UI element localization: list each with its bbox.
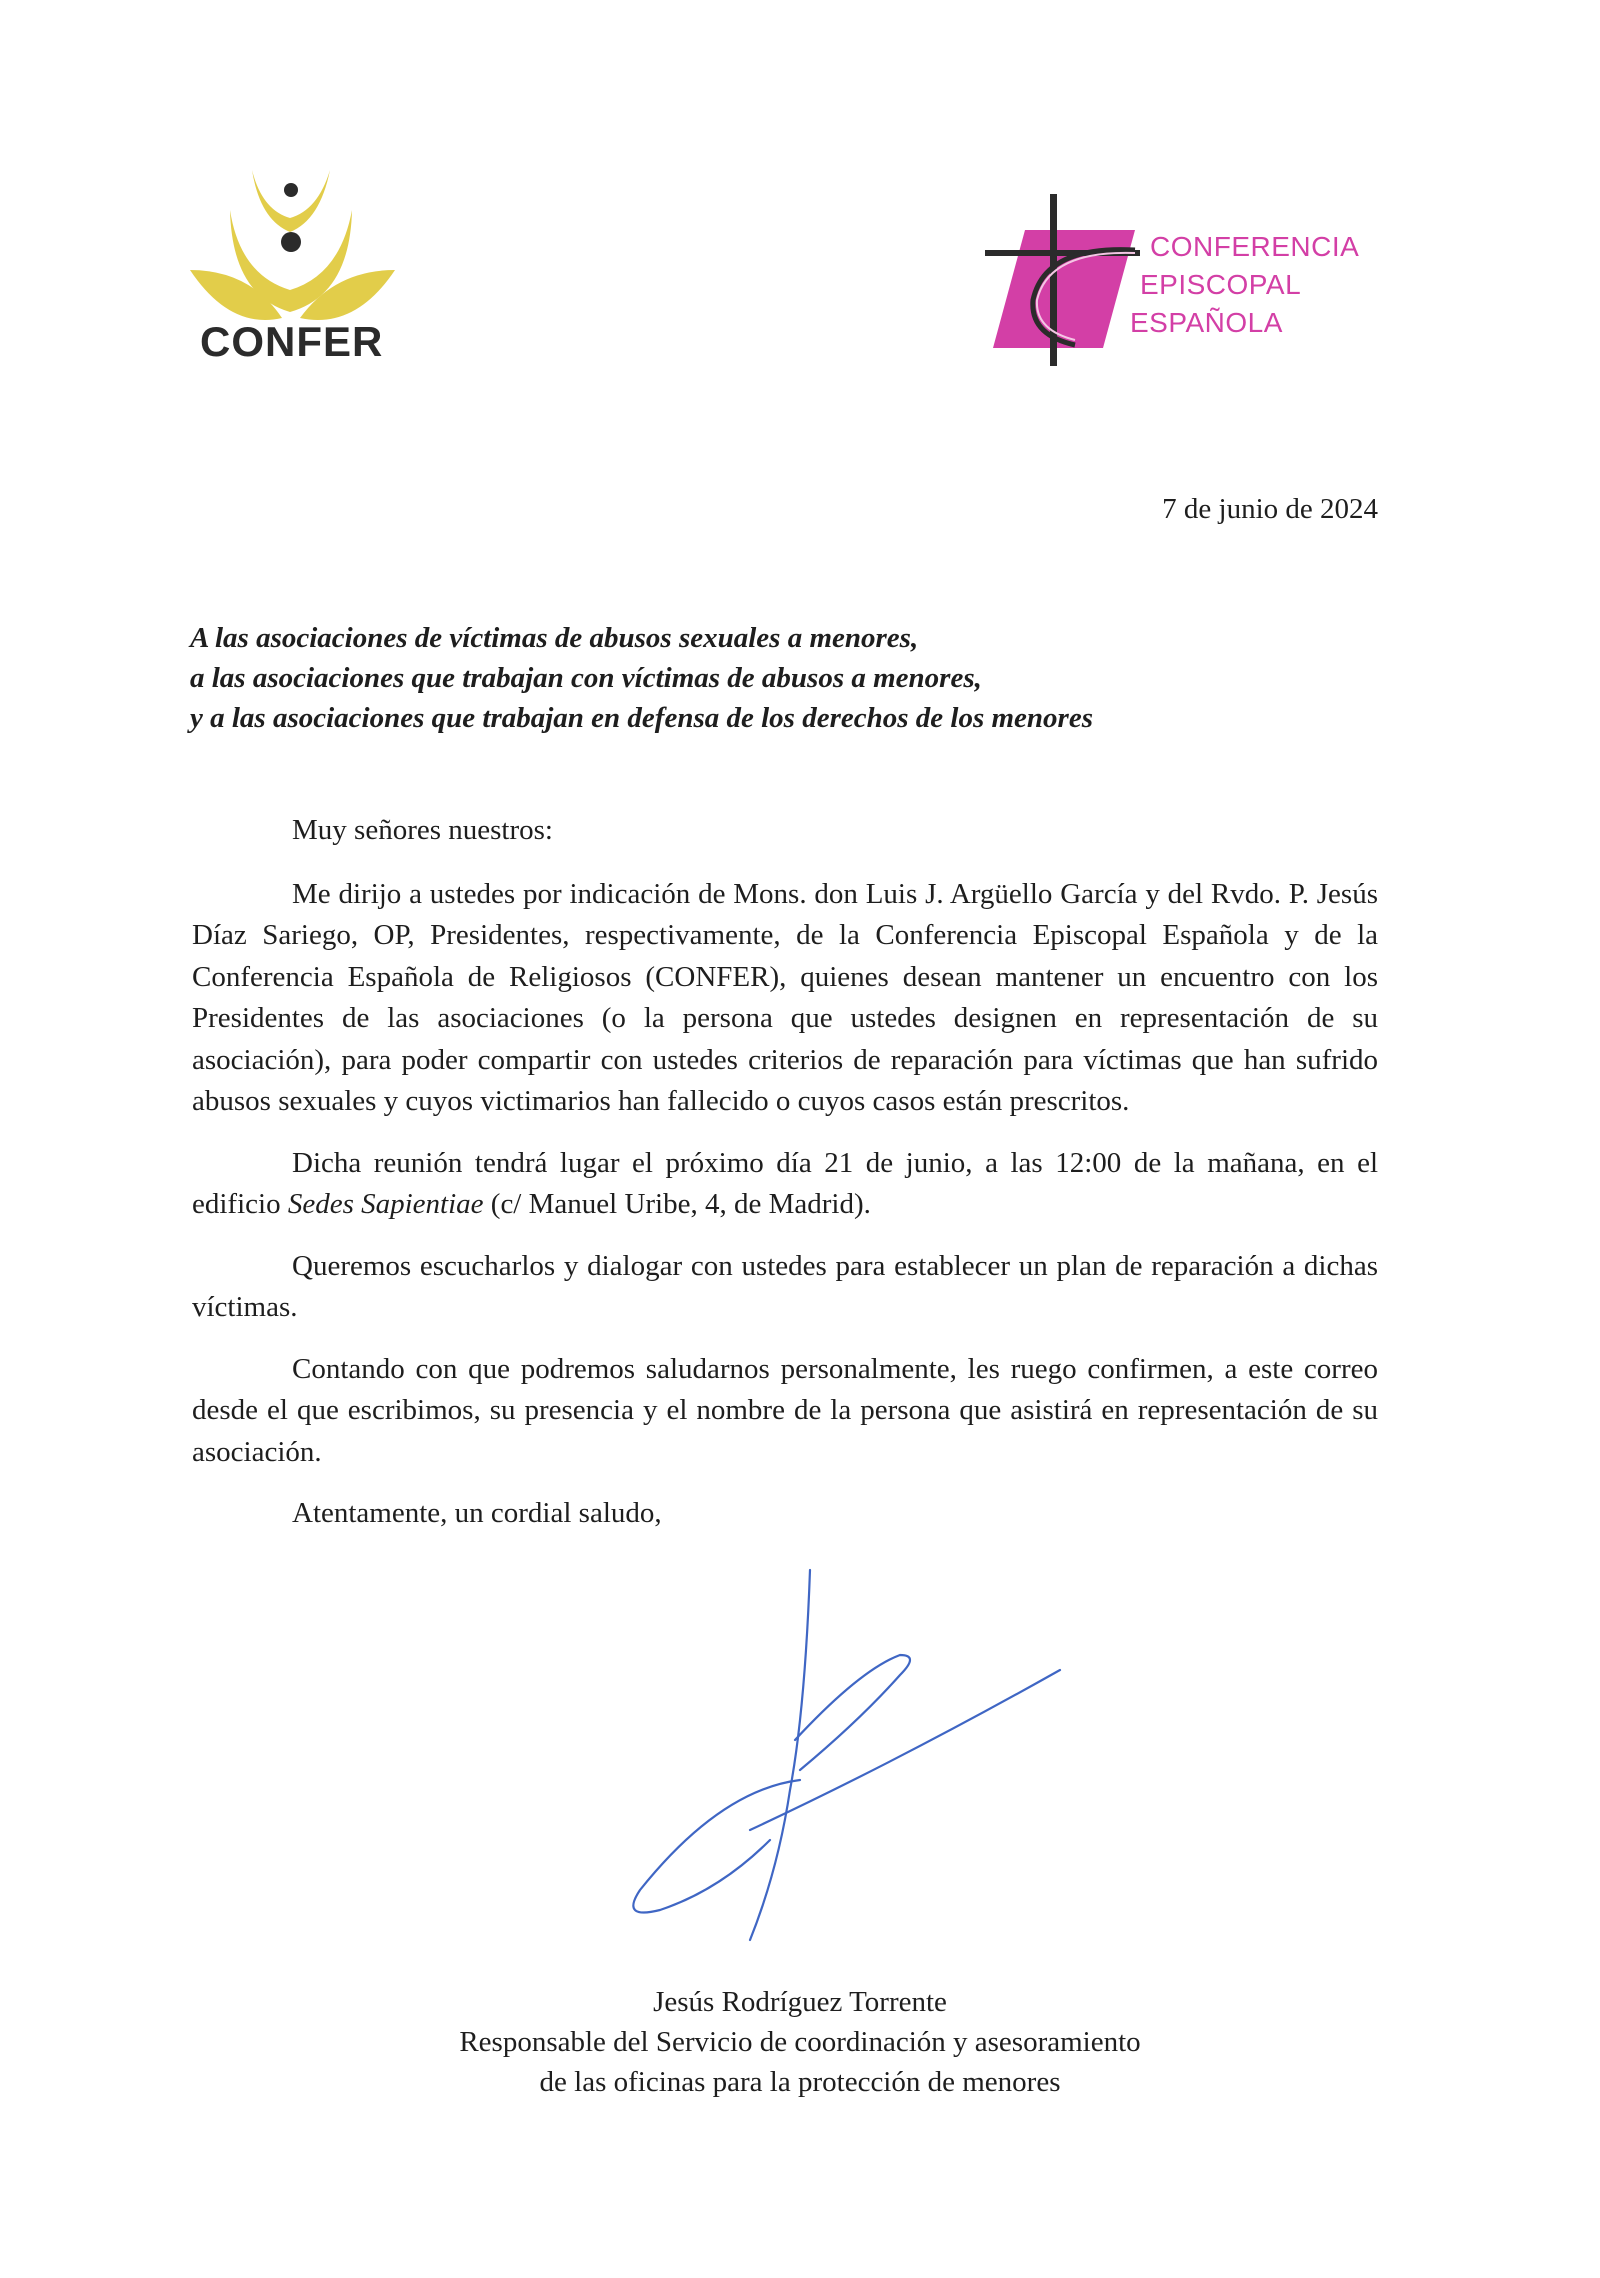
- paragraph-meeting-details: [192, 1143, 1378, 1226]
- cee-logo-text: [1130, 228, 1360, 342]
- confer-logo-text: CONFER: [200, 318, 384, 365]
- closing: Atentamente, un cordial saludo,: [292, 1497, 662, 1529]
- paragraph-rsvp: Contando con que podremos saludarnos personalmente, les ruego confirmen, a este correo desde el que escribimos, su presencia y el nombre de la persona que asistirá en representación de su asociación.: [192, 1352, 1378, 1468]
- building-name: Sedes Sapientiae: [287, 1188, 484, 1220]
- signature-block: [330, 1982, 1270, 2102]
- signer-name: Jesús Rodríguez Torrente: [653, 1986, 947, 2018]
- recipient-line: A las asociaciones de víctimas de abusos sexuales a menores,: [190, 622, 919, 654]
- paragraph-purpose: Queremos escucharlos y dialogar con ustedes para establecer un plan de reparación a dichas víctimas.: [192, 1249, 1378, 1323]
- cee-line-3: ESPAÑOLA: [1130, 307, 1283, 338]
- paragraph-invitation: Me dirijo a ustedes por indicación de Mons. don Luis J. Argüello García y del Rvdo. P. Jesús Díaz Sariego, OP, Presidentes, respectivamente, de la Conferencia Episcopal Española y de la Conferencia Española de Religiosos (CONFER), quienes desean mantener un encuentro con los Presidentes de las asociaciones (o la persona que ustedes designen en representación de su asociación), para poder compartir con ustedes criterios de reparación para víctimas que han sufrido abusos sexuales y cuyos victimarios han fallecido o cuyos casos están prescritos.: [192, 877, 1378, 1117]
- greeting: Muy señores nuestros:: [292, 814, 553, 846]
- handwritten-signature-icon: [600, 1560, 1080, 1960]
- meeting-text: Dicha reunión tendrá lugar el próximo día 21 de junio, a las 12:00 de la mañana, en el edificio: [192, 1146, 1378, 1220]
- signer-title-line-1: Responsable del Servicio de coordinación y asesoramiento: [459, 2026, 1141, 2058]
- letter-date: 7 de junio de 2024: [1162, 493, 1378, 525]
- recipient-line: y a las asociaciones que trabajan en defensa de los derechos de los menores: [190, 702, 1093, 734]
- recipient-line: a las asociaciones que trabajan con víctimas de abusos a menores,: [190, 662, 982, 694]
- letter-body: [192, 810, 1378, 1555]
- recipients-block: [190, 618, 1093, 738]
- cee-line-1: CONFERENCIA: [1150, 231, 1360, 262]
- meeting-address: (c/ Manuel Uribe, 4, de Madrid).: [483, 1188, 871, 1220]
- cee-line-2: EPISCOPAL: [1140, 269, 1302, 300]
- signer-title-line-2: de las oficinas para la protección de menores: [539, 2066, 1061, 2098]
